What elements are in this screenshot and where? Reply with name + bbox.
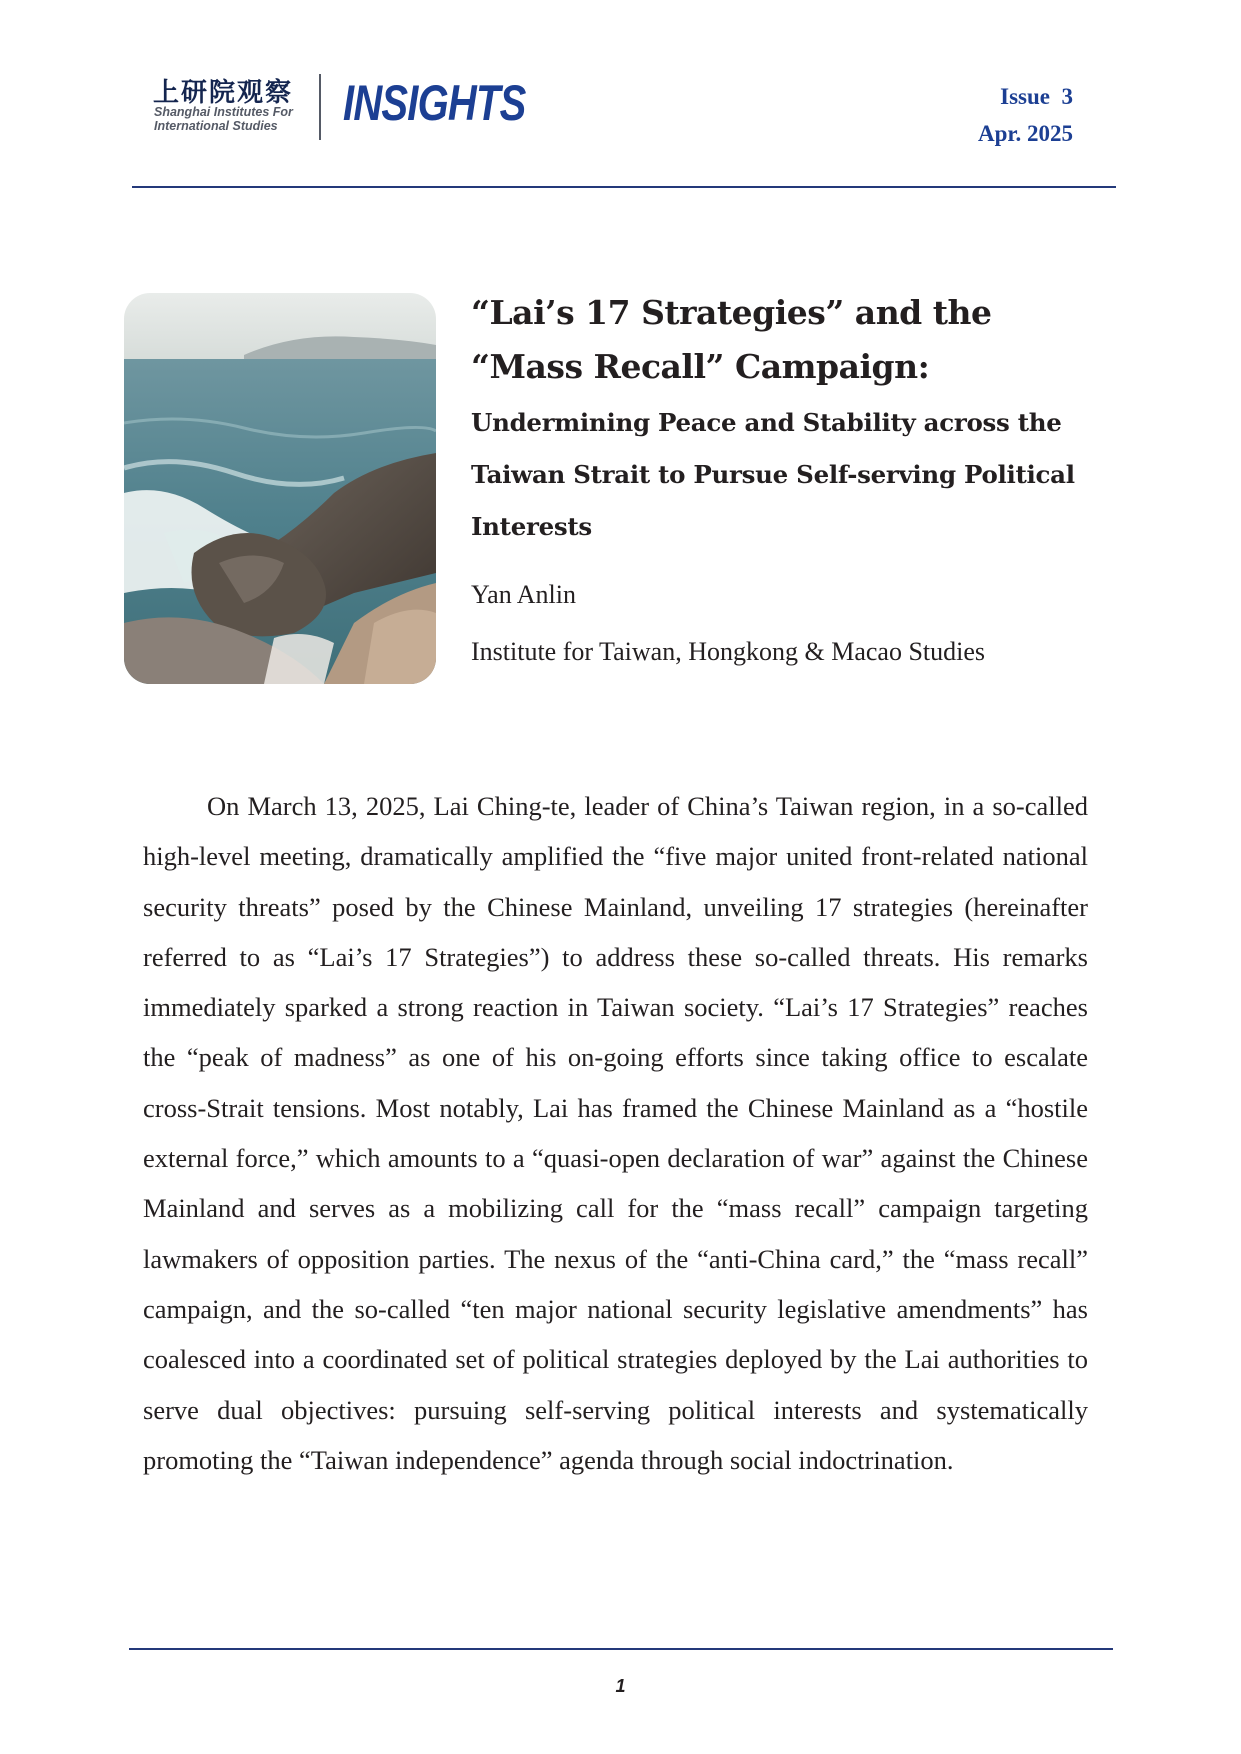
page-number: 1 bbox=[615, 1676, 626, 1696]
institute-logo-chinese: 上研院观察 bbox=[153, 78, 294, 108]
institute-name-line-1: Shanghai Institutes For bbox=[154, 105, 293, 119]
cover-photo bbox=[124, 293, 436, 684]
masthead bbox=[153, 72, 1113, 152]
article-title: “Lai’s 17 Strategies” and the “Mass Recall” Campaign: bbox=[471, 293, 992, 386]
footer-rule bbox=[129, 1648, 1113, 1650]
logo-divider bbox=[319, 74, 321, 140]
author-name: Yan Anlin bbox=[471, 580, 577, 609]
institute-logo-english bbox=[154, 105, 329, 133]
coastal-rocks-image bbox=[124, 293, 436, 684]
issue-date: Apr. 2025 bbox=[978, 121, 1073, 146]
publication-name: INSIGHTS bbox=[343, 75, 526, 131]
author-affiliation: Institute for Taiwan, Hongkong & Macao Studies bbox=[471, 637, 986, 666]
header-rule bbox=[132, 186, 1116, 188]
issue-number: Issue 3 bbox=[1000, 84, 1073, 109]
institute-name-line-2: International Studies bbox=[154, 119, 278, 133]
article-subtitle: Undermining Peace and Stability across the Taiwan Strait to Pursue Self-serving Political Interests bbox=[471, 408, 1075, 541]
issue-info bbox=[978, 78, 1073, 152]
article-heading bbox=[471, 286, 1111, 553]
article-body-paragraph: On March 13, 2025, Lai Ching-te, leader of China’s Taiwan region, in a so-called high-level meeting, dramatically amplified the “five major united front-related national security threats” posed by the Chinese Mainland, unveiling 17 strategies (hereinafter referred to as “Lai’s 17 Strategies”) to address these so-called threats. His remarks immediately sparked a strong reaction in Taiwan society. “Lai’s 17 Strategies” reaches the “peak of madness” as one of his on-going efforts since taking office to escalate cross-Strait tensions. Most notably, Lai has framed the Chinese Mainland as a “hostile external force,” which amounts to a “quasi-open declaration of war” against the Chinese Mainland and serves as a mobilizing call for the “mass recall” campaign targeting lawmakers of opposition parties. The nexus of the “anti-China card,” the “mass recall” campaign, and the so-called “ten major national security legislative amendments” has coalesced into a coordinated set of political strategies deployed by the Lai authorities to serve dual objectives: pursuing self-serving political interests and systematically promoting the “Taiwan independence” agenda through social indoctrination. bbox=[143, 791, 1088, 1475]
